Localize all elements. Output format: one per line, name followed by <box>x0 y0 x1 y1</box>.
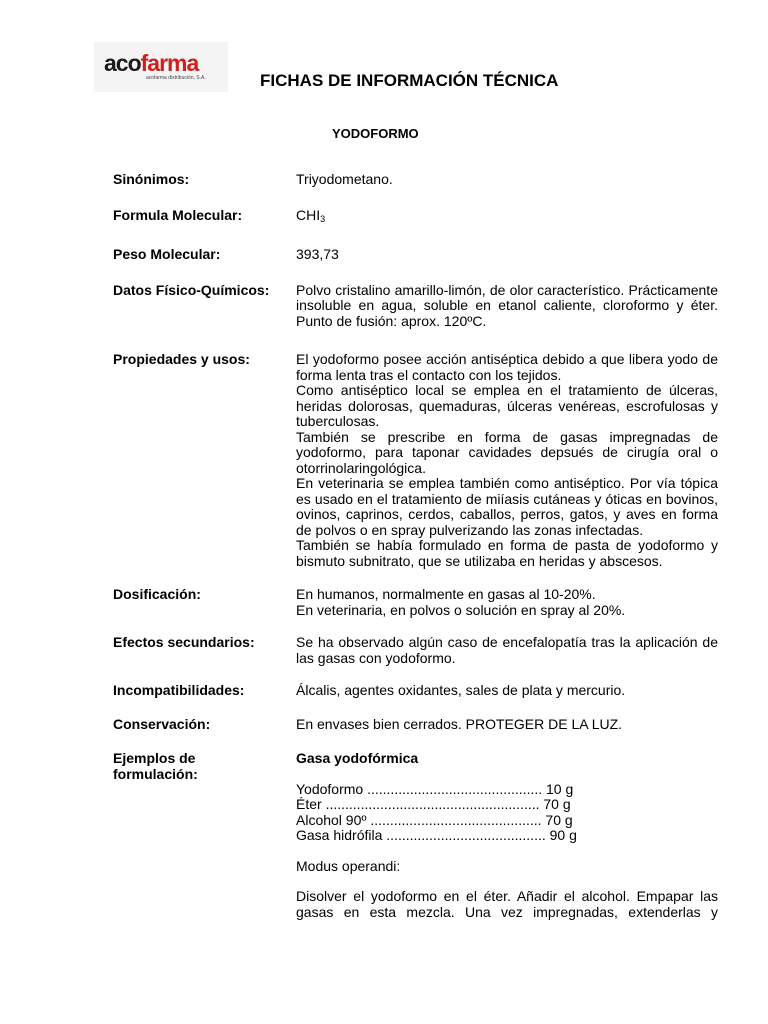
row-physchem <box>113 283 718 330</box>
row-weight <box>113 247 718 263</box>
incompatibilities-value: Álcalis, agentes oxidantes, sales de plata y mercurio. <box>296 682 626 698</box>
ingredient-line: Alcohol 90º ............................................ 70 g <box>296 811 573 828</box>
properties-paragraph: Como antiséptico local se emplea en el tratamiento de úlceras, heridas dolorosas, quemaduras, úlceras venéreas, escrofulosas y tuberculosas. <box>296 382 718 429</box>
dosage-label: Dosificación: <box>113 586 201 602</box>
examples-value <box>296 751 718 920</box>
row-formula <box>113 208 718 228</box>
info-table <box>113 172 718 920</box>
weight-value: 393,73 <box>296 246 339 262</box>
row-side-effects <box>113 635 718 666</box>
ingredient-line: Gasa hidrófila ......................................... 90 g <box>296 827 577 843</box>
ingredient-line: Éter ....................................................... 70 g <box>296 796 571 812</box>
formula-label: Formula Molecular: <box>113 206 243 223</box>
formula-value: $CHI_3$ <box>296 206 326 224</box>
incompatibilities-label: Incompatibilidades: <box>113 682 245 698</box>
document-title: FICHAS DE INFORMACIÓN TÉCNICA <box>260 71 559 90</box>
synonyms-value: Triyodometano. <box>296 171 393 187</box>
dosage-line: En humanos, normalmente en gasas al 10-20%. <box>296 586 596 602</box>
row-dosage <box>113 587 718 618</box>
weight-label: Peso Molecular: <box>113 246 221 262</box>
logo-subtitle: acofarma distribución, S.A. <box>146 75 206 81</box>
ingredient-line: Yodoformo ............................................. 10 g <box>296 780 574 797</box>
properties-value <box>296 352 718 569</box>
dosage-line: En veterinaria, en polvos o solución en spray al 20%. <box>296 601 626 618</box>
row-synonyms <box>113 172 718 188</box>
formula-subscript: 3 <box>320 213 326 224</box>
logo-wordmark: acofarma <box>104 50 199 76</box>
row-storage <box>113 717 718 733</box>
side-effects-label: Efectos secundarios: <box>113 634 255 650</box>
acofarma-logo <box>94 42 228 92</box>
physchem-value: Polvo cristalino amarillo-limón, de olor característico. Prácticamente insoluble en agua, soluble en etanol caliente, cloroformo y éter. Punto de fusión: aprox. 120ºC. <box>296 281 718 329</box>
row-examples <box>113 751 718 920</box>
formula-title: Gasa yodofórmica <box>296 750 419 766</box>
method-title: Modus operandi: <box>296 857 401 874</box>
product-name: YODOFORMO <box>332 126 419 141</box>
row-incompatibilities <box>113 683 718 699</box>
properties-paragraph: También se había formulado en forma de pasta de yodoformo y bismuto subnitrato, que se utilizaba en heridas y abscesos. <box>296 537 718 569</box>
physchem-label: Datos Físico-Químicos: <box>113 281 270 298</box>
method-text: Disolver el yodoformo en el éter. Añadir el alcohol. Empapar las gasas en esta mezcla. Una vez impregnadas, extenderlas y <box>296 888 718 920</box>
properties-paragraph: El yodoformo posee acción antiséptica debido a que libera yodo de forma lenta tras el contacto con los tejidos. <box>296 351 718 383</box>
dosage-value <box>296 587 718 618</box>
storage-value: En envases bien cerrados. PROTEGER DE LA LUZ. <box>296 715 623 732</box>
properties-paragraph: En veterinaria se emplea también como antiséptico. Por vía tópica es usado en el tratamiento de miíasis cutáneas y óticas en bovinos, ovinos, caprinos, cerdos, caballos, perros, gatos, y aves en forma de polvos o en spray pulverizando las zonas infectadas. <box>296 475 718 538</box>
properties-paragraph: También se prescribe en forma de gasas impregnadas de yodoformo, para taponar cavidades depsués de cirugía oral o otorrinolaringológica. <box>296 428 718 476</box>
synonyms-label: Sinónimos: <box>113 171 190 187</box>
row-properties <box>113 352 718 569</box>
storage-label: Conservación: <box>113 715 211 732</box>
side-effects-value: Se ha observado algún caso de encefalopatía tras la aplicación de las gasas con yodoformo. <box>296 634 718 666</box>
examples-label: Ejemplos de formulación: <box>113 750 198 782</box>
properties-label: Propiedades y usos: <box>113 351 250 367</box>
